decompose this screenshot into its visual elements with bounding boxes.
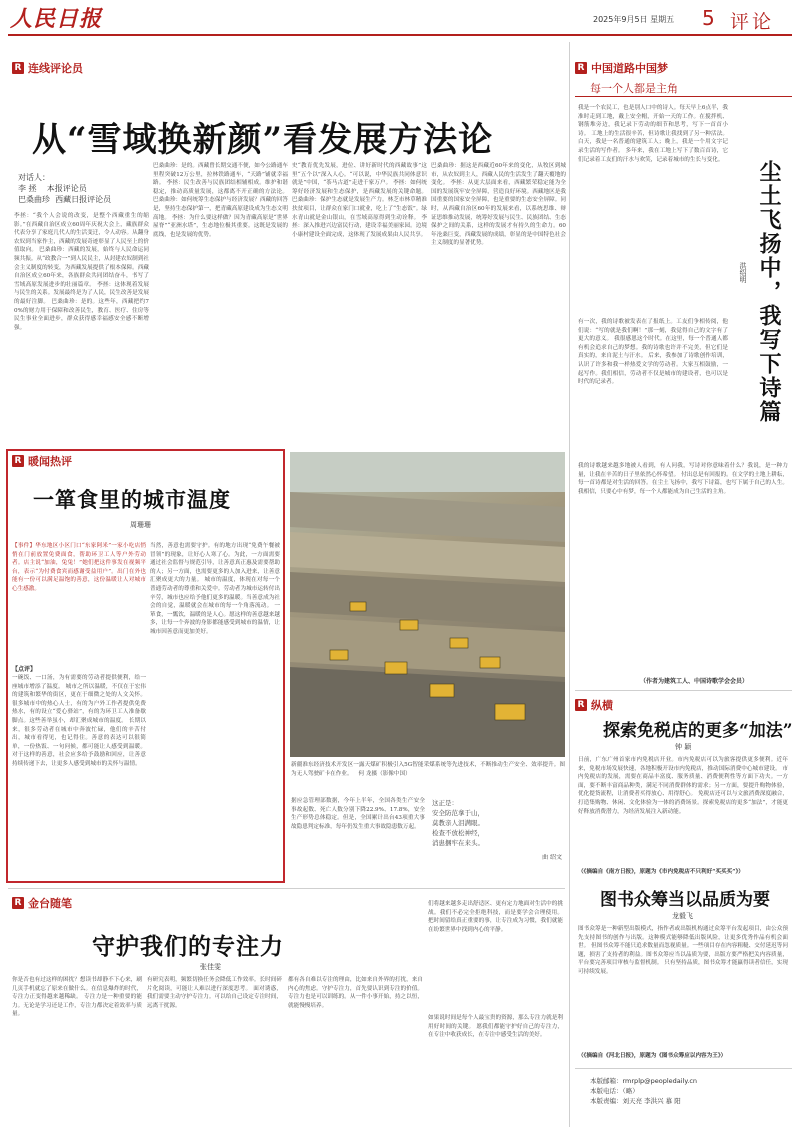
right-col-2: 有一次，我的诗歌被发表在了报纸上。工友们争相传阅，他们说：“写的就是我们啊！”那一刻，我觉得自己的文字有了更大的意义。 我很感恩这个时代。在这里，每一个普通人都有机会追求自己的梦想。我的诗歌也许并不完美，但它们是真实的，来自泥土与汗水。 后来，我参加了诗歌创作培训，认识了许多和我一样热爱文学的劳动者。大家互相鼓励，一起写作。我们相信，劳动者不仅是城市的建设者，也可以是时代的记录者。 (578, 319, 728, 386)
right-author: 洪绍明 (739, 262, 747, 283)
books-source: （《摘编自《河北日报》，原题为《图书众筹应以内容为王》） (578, 1053, 727, 1059)
top-col-3: 史“教育优先发展，进位、讲好新时代的西藏故事”这里“五个以”深入人心。“可以说，中华民族共同体意识就是”中国，“茶马古道”走进千家万户。 李拯：如何统筹好经济发展和生态保护，是西藏发展的关键命题。 巴桑曲珍：保护生态就是发展生产力。林芝市林草精准扶贫项目，让群众在家门口就业，吃上了“生态饭”。绿水青山就是金山银山，在雪域高原得到生动诠释。 李拯：深入推进兴边富民行动，建设幸福美丽家园。边境小康村建设全面完成，这体现了发展成果由人民共享。 (292, 163, 427, 238)
page-footer (590, 1076, 790, 1106)
top-headline: 从“雪域换新颜”看发展方法论 (32, 120, 494, 160)
focus-col-5: 如果说时间是每个人最宝贵的资源，那么专注力就是利用好时间的关键。 愿我们都能守护好自己的专注力，在专注中收获成长，在专注中感受生活的美好。 (428, 1015, 563, 1039)
kicker-china-road: R 中国道路中国梦 (575, 60, 668, 76)
kicker-zongheng: R 纵横 (575, 697, 613, 713)
warm-col-1: 一碗饭、一口汤，为有需要的劳动者提供便利，给一座城市增添了温度。 城市之所以温暖，不仅在于宏伟的建筑和繁华的街区，更在于细微之处的人文关怀。很多城市中的热心人士，有的为户外工作者提供免费热水，有的设立“爱心驿站”，有的为环卫工人准备歇脚点。这些善举虽小，却汇聚成城市的温度。 长期以来，很多劳动者在城市中奔波忙碌，他们的辛苦付出，城市看得见，也记得住。善意的表达可以很简单，一份热饭、一句问候，都可能让人感受到温暖。对于这样的善意，社会应多给予鼓励和回应，让善意持续传递下去，让更多人感受到城市的关怀与温情。 (12, 675, 146, 767)
top-col-2: 巴桑曲珍：是的。西藏曾长期交通不便，如今公路通车里程突破12万公里，拉林铁路通车，“天路”铺就幸福路。 李拯：民生改善与民族团结相辅相成。维护和谐稳定，推动高质量发展，这都离不开正确的方法论。 巴桑曲珍：如何统筹生态保护与经济发展？西藏的回答是，坚持生态保护第一，把青藏高原建设成为生态文明高地。 李拯：为什么要这样做？因为青藏高原是“世界屋脊”“亚洲水塔”，生态地位极其重要。这既是发展的底线，也是发展的优势。 (153, 163, 288, 238)
masthead-rule (8, 34, 792, 36)
participants: 对话人： 李 拯 本报评论员 巴桑曲珍 西藏日报评论员 (18, 173, 112, 204)
right-subkicker: 每一个人都是主角 (590, 82, 678, 95)
focus-col-1: 你是否也有过这样的困扰？想读书却静不下心来，刷几页手机就忘了原来在做什么。在信息爆炸的时代，专注力正变得越来越稀缺。 专注力是一种重要的能力。无论是学习还是工作，专注力都决定着效率与质量。 (12, 977, 142, 1018)
zongheng-body: 日前，广东广州首家市内免税店开业。市内免税店可以为旅客提供更多便利。近年来，免税市场发展快速，各地积极开设市内免税店，推动国际消费中心城市建设。 市内免税店的发展，需要在商品丰富度、服务质量、消费便利性等方面下功夫。一方面，要不断丰富商品种类，满足不同消费群体的需求；另一方面，要提升购物体验，优化提货流程，让消费者买得放心、用得舒心。 免税店还可以与文旅消费深度融合，打造集购物、休闲、文化体验为一体的消费场景。探索免税店的更多“加法”，才能更好释放消费潜力，为经济发展注入新动能。 (578, 757, 788, 815)
right-headline: 尘土飞扬中，我写下诗篇 (756, 160, 782, 424)
photo-caption: 新疆准东经济技术开发区一露天煤矿积极引入5G智能采煤系统等先进技术，不断推动生产安全、效率提升。图为无人驾驶矿卡在作业。 何 龙摄（影像中国） (291, 762, 565, 777)
warm-author: 周珊珊 (130, 521, 151, 529)
footer-editors: 本版责编：刘天亮 李洪兴 慕 阳 (590, 1097, 681, 1105)
footer-email: 本版邮箱：rmrplp@peopledaily.cn (590, 1077, 698, 1085)
warm-headline: 一箪食里的城市温度 (33, 487, 231, 512)
focus-col-2: 有研究表明，频繁切换任务会降低工作效率。长时间碎片化阅读，可能让人难以进行深度思考。 面对诱惑，我们需要主动守护专注力。可以给自己设定专注时间，远离干扰源。 (147, 977, 282, 1009)
vertical-divider (569, 42, 570, 1127)
warm-col-2: 当然，善意也需要守护。有的地方出现“免费午餐被冒领”的现象，让好心人寒了心。为此，一方面需要通过社会监督与规范引导，让善意真正惠及需要帮助的人；另一方面，也需要更多的人加入进来，让善意汇聚成更大的力量。 城市的温度，体现在对每一个普通劳动者的尊重和关爱中。劳动者为城市运转付出辛劳，城市也应给予他们更多的温暖。当善意成为社会的自觉，温暖就会在城市的每一个角落流动。 一箪食，一瓢饮，温暖的是人心。愿这样的善意越来越多，让每一个奔波的身影都能感受到城市的温情，让城市因善意而更加美好。 (150, 543, 280, 635)
top-col-1: 李拯：“我个人会说的改变，是整个西藏重生的缩影。”在西藏自治区成立60周年庆祝大会上，藏族群众代表分享了家庭几代人的生活变迁，令人动容。从翻身农奴到当家作主，西藏的发展奇迹彰显了人民至上的价值取向。 巴桑曲珍：西藏的发展，始终与人民命运同频共振。从“政教合一”到人民民主，从封建农奴制到社会主义制度的转变，为西藏发展提供了根本保障。西藏自治区成立60年来，各族群众共同团结奋斗，书写了雪域高原发展进步的壮丽篇章。 李拯：这体现着发展与民生的关系。发展最终是为了人民，民生改善是发展的最好注脚。 巴桑曲珍：是的。这些年，西藏把约70%的财力用于保障和改善民生，教育、医疗、住房等民生事业全面进步，群众获得感幸福感安全感不断增强。 (14, 213, 149, 331)
books-body: 图书众筹是一种新型出版模式，指作者或出版机构通过众筹平台发起项目，由公众预先支持图书的创作与出版。这种模式能够降低出版风险，让更多优秀作品有机会面世。 但图书众筹不能只追求数量而忽视质量。一些项目存在内容粗糙、交付延迟等问题，损害了支持者的利益。图书众筹应当以品质为要，出版方要严格把关内容质量，平台要完善项目审核与监督机制。 只有坚持品质，图书众筹才能赢得读者信任，实现可持续发展。 (578, 926, 788, 975)
right-col-1: 我是一个农民工，也是别人口中的诗人。每天早上6点半，我准时走到工地，戴上安全帽，开始一天的工作。在搅拌机、钢筋堆旁边，我记录下劳动的细节和思考，写下一首首小诗。 工地上的生活很辛苦，但诗歌让我找到了另一种活法。白天，我是一名普通的建筑工人；晚上，我是一个用文字记录生活的写作者。 多年来，我在工地上写下了数百首诗，它们记录着工友们的汗水与欢笑，记录着城市的生长与变化。 (578, 105, 728, 163)
section-title: 评论 (730, 11, 775, 33)
books-author: 龙毅飞 (672, 912, 693, 920)
focus-col-4: 们将越来越多走出舒适区、更有定力地面对生活中的挑战。我们不必完全拒绝科技，而是要学会合理使用。 把时间留给真正重要的事，让专注成为习惯，我们就能在纷繁世界中找到内心的平静。 (428, 901, 563, 933)
books-headline: 图书众筹当以品质为要 (600, 890, 770, 910)
mining-photo-scene (290, 452, 565, 757)
section-rule (8, 888, 565, 889)
footer-phone: 本版电话：（略） (590, 1087, 639, 1095)
zongheng-author: 钟 颖 (675, 743, 692, 751)
top-col-4: 巴桑曲珍：据这是西藏近60年来的变化，从牧区到城市，从农奴到主人，西藏人民的生活发生了翻天覆地的变化。 李拯：从更大层面来看，西藏繁荣稳定能为全国的发展筑牢安全屏障，营造良好环境。西藏地区是我国重要的国家安全屏障，也是重要的生态安全屏障。同时，从西藏自治区60年的发展来看，以系统思维、辩证思维推动发展，统筹好发展与民生、民族团结、生态保护之间的关系，这样的发展才有持久的生命力。60年沧桑巨变，西藏发展的成绩，彰显的是中国特色社会主义制度的显著优势。 (431, 163, 566, 247)
kicker-lianxian: R 连线评论员 (12, 60, 83, 76)
poem-block (432, 798, 562, 863)
focus-author: 张佳雯 (200, 963, 221, 971)
mining-photo (290, 452, 565, 757)
masthead-logo: 人民日报 (10, 6, 103, 32)
focus-col-3: 都有各自难以专注的理由，比如来自外界的打扰，来自内心的焦虑。守护专注力，首先要认识到专注的价值。 专注力也是可以训练的。从一件小事开始，持之以恒，就能慢慢培养。 (288, 977, 423, 1009)
masthead-date: 2025年9月5日 星期五 (593, 15, 675, 24)
poem-line: 莫教亲人泪满眼。 (432, 819, 484, 827)
kicker-warm-news: R 暖闻热评 (12, 453, 72, 469)
warm-lead: 【事件】华东地区小区门口“东家阿米”一家小吃店悄悄在门前放置免费面食，帮助环卫工人等户外劳动者。店主说“加油，兔兔！”她们把这件事发在视频平台，表示“为付费食宾而感谢受益用户”。出门在外也能有一份可以满足温饱的善意，这份温暖让人对城市心生感激。 (12, 543, 146, 592)
right-col-3: 我的诗歌越来越多地被人看到，有人问我，写诗对你意味着什么？我说，是一种力量，让我在辛苦的日子里依然心怀希望。 付出总是有回报的。在文学的土地上耕耘，每一首诗都是对生活的回答。在尘土飞扬中，我写下诗篇，也写下属于自己的人生。 我相信，只要心中有梦，每一个人都能成为自己生活的主角。 (578, 463, 788, 495)
zongheng-source: （《摘编自《南方日报》，原题为《市内免税店不只利好“买买买”》） (578, 869, 744, 875)
kicker-jintai: R 金台随笔 (12, 895, 72, 911)
right-rule (575, 96, 792, 97)
page-number: 5 (702, 6, 715, 30)
poem-line: 安全防范拿于山， (432, 809, 484, 817)
poem-author: 曲 绍文 (542, 854, 562, 861)
right-footer: （作者为建筑工人、中国诗歌学会会员） (640, 678, 749, 685)
poem-line: 消患捆牢在来头。 (432, 839, 484, 847)
safety-stats: 据应急管理部数据，今年上半年，全国各类生产安全事故起数、死亡人数分别下降22.9%、17.8%，安全生产形势总体稳定。但是，全国累计出台43项重大事故隐患判定标准，每年仍发生重大事故隐患数万起。 (291, 798, 425, 830)
footer-rule (575, 1068, 792, 1069)
warm-comment-label: 【点评】 (12, 666, 37, 673)
zongheng-headline: 探索免税店的更多“加法” (603, 721, 793, 741)
poem-line: 检查不放松神经， (432, 829, 484, 837)
poem-line: 这正是： (432, 799, 458, 807)
focus-headline: 守护我们的专注力 (92, 933, 284, 960)
right-rule-2 (575, 690, 792, 691)
